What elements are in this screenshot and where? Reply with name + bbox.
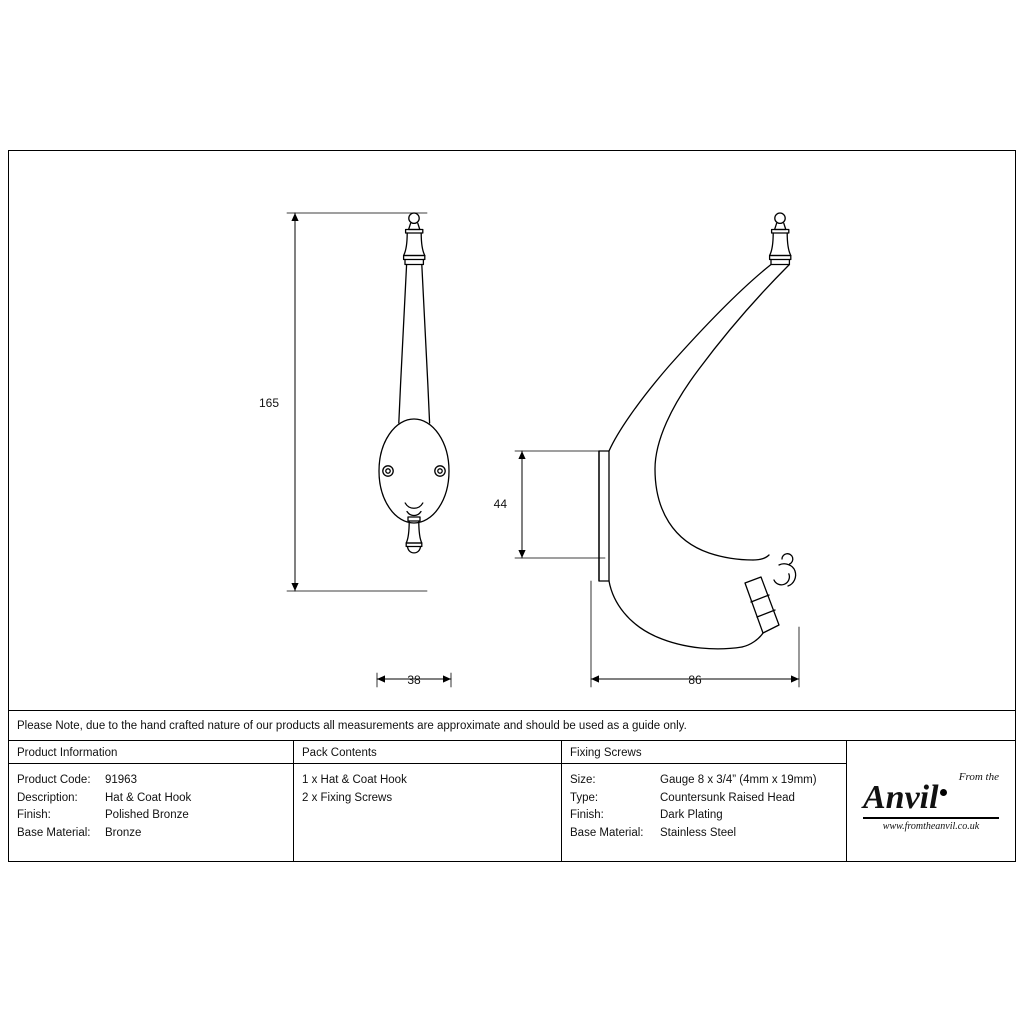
product-spec-sheet xyxy=(8,150,1016,862)
base-material-label: Base Material: xyxy=(17,826,91,839)
dimension-label-44: 44 xyxy=(493,497,507,511)
table-row xyxy=(570,790,846,808)
list-item: 2 x Fixing Screws xyxy=(302,791,393,804)
pack-contents-column xyxy=(294,741,562,861)
fixing-screws-heading: Fixing Screws xyxy=(562,741,846,764)
screw-type-value: Countersunk Raised Head xyxy=(660,791,795,804)
logo-url-text: www.fromtheanvil.co.uk xyxy=(882,821,980,832)
info-table xyxy=(9,741,1015,861)
description-value: Hat & Coat Hook xyxy=(105,791,192,804)
side-view-hook xyxy=(599,213,796,649)
table-row xyxy=(17,807,293,825)
table-row xyxy=(570,772,846,790)
measurement-note xyxy=(9,711,1015,741)
table-row xyxy=(570,825,846,843)
description-label: Description: xyxy=(17,791,78,804)
front-view-hook xyxy=(379,213,449,553)
base-material-value: Bronze xyxy=(105,826,142,839)
dimension-label-86: 86 xyxy=(688,673,702,687)
finish-value: Polished Bronze xyxy=(105,809,189,821)
table-row xyxy=(17,772,293,790)
logo-anvil-word: Anvil xyxy=(863,779,939,816)
logo-divider xyxy=(863,817,999,819)
screw-type-label: Type: xyxy=(570,791,599,804)
screw-base-material-label: Base Material: xyxy=(570,826,644,839)
table-row xyxy=(17,790,293,808)
list-item: 1 x Hat & Coat Hook xyxy=(302,774,407,786)
measurement-note-text: Please Note, due to the hand crafted nature of our products all measurements are approximate and should be used as a guide only. xyxy=(17,719,687,732)
product-information-column xyxy=(9,741,294,861)
table-row xyxy=(570,807,846,825)
pack-contents-heading: Pack Contents xyxy=(294,741,561,764)
product-code-value: 91963 xyxy=(105,774,137,786)
fixing-screws-column xyxy=(562,741,847,861)
screw-size-value: Gauge 8 x 3/4” (4mm x 19mm) xyxy=(660,774,817,786)
logo-anvil-text xyxy=(857,780,1005,816)
product-information-heading: Product Information xyxy=(9,741,293,764)
logo-dot-icon xyxy=(940,789,947,796)
logo-from-the-text: From the xyxy=(958,771,999,783)
technical-drawing-area xyxy=(9,151,1015,711)
screw-base-material-value: Stainless Steel xyxy=(660,826,737,839)
hook-technical-drawing xyxy=(9,151,1015,711)
table-row xyxy=(17,825,293,843)
screw-finish-value: Dark Plating xyxy=(660,809,723,821)
screw-size-label: Size: xyxy=(570,774,596,786)
dimension-44 xyxy=(515,451,605,558)
finish-label: Finish: xyxy=(17,809,51,821)
dimension-label-38: 38 xyxy=(407,673,421,687)
product-code-label: Product Code: xyxy=(17,774,91,786)
brand-logo xyxy=(847,741,1015,861)
screw-finish-label: Finish: xyxy=(570,809,604,821)
dimension-label-165: 165 xyxy=(258,396,279,410)
